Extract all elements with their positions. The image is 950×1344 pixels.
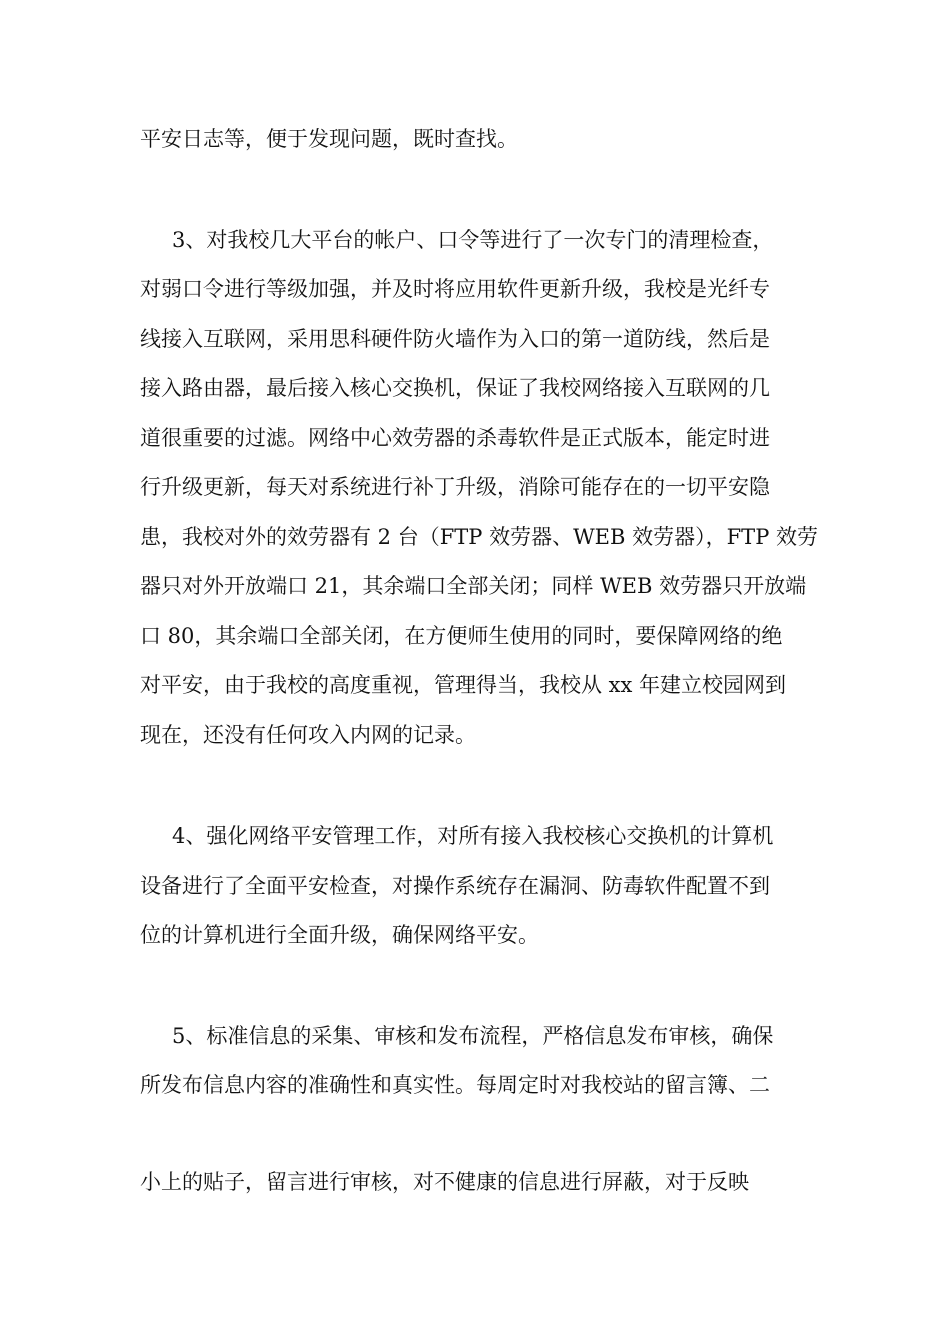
text-line: 行升级更新，每天对系统进行补丁升级，消除可能存在的一切平安隐: [140, 475, 770, 499]
paragraph-3-line: 3、对我校几大平台的帐户、口令等进行了一次专门的清理检查，: [172, 228, 774, 252]
text-line: 口 80，其余端口全部关闭，在方便师生使用的同时，要保障网络的绝: [140, 624, 783, 648]
paragraph-5-line: 5、标准信息的采集、审核和发布流程，严格信息发布审核，确保: [172, 1024, 774, 1048]
text-line: 平安日志等，便于发现问题，既时查找。: [140, 127, 518, 151]
paragraph-4-line: 4、强化网络平安管理工作，对所有接入我校核心交换机的计算机: [172, 824, 774, 848]
text-line: 患，我校对外的效劳器有 2 台（FTP 效劳器、WEB 效劳器），FTP 效劳: [140, 525, 818, 549]
text-line: 对平安，由于我校的高度重视，管理得当，我校从 xx 年建立校园网到: [140, 673, 787, 697]
text-line: 对弱口令进行等级加强，并及时将应用软件更新升级，我校是光纤专: [140, 277, 770, 301]
text-line: 接入路由器，最后接入核心交换机，保证了我校网络接入互联网的几: [140, 376, 770, 400]
text-line: 线接入互联网，采用思科硬件防火墙作为入口的第一道防线，然后是: [140, 327, 770, 351]
text-line: 道很重要的过滤。网络中心效劳器的杀毒软件是正式版本，能定时进: [140, 426, 770, 450]
text-line: 小上的贴子，留言进行审核，对不健康的信息进行屏蔽，对于反映: [140, 1170, 749, 1194]
text-line: 位的计算机进行全面升级，确保网络平安。: [140, 923, 539, 947]
text-line: 现在，还没有任何攻入内网的记录。: [140, 723, 476, 747]
text-line: 所发布信息内容的准确性和真实性。每周定时对我校站的留言簿、二: [140, 1073, 770, 1097]
text-line: 器只对外开放端口 21，其余端口全部关闭；同样 WEB 效劳器只开放端: [140, 574, 807, 598]
text-line: 设备进行了全面平安检查，对操作系统存在漏洞、防毒软件配置不到: [140, 874, 770, 898]
